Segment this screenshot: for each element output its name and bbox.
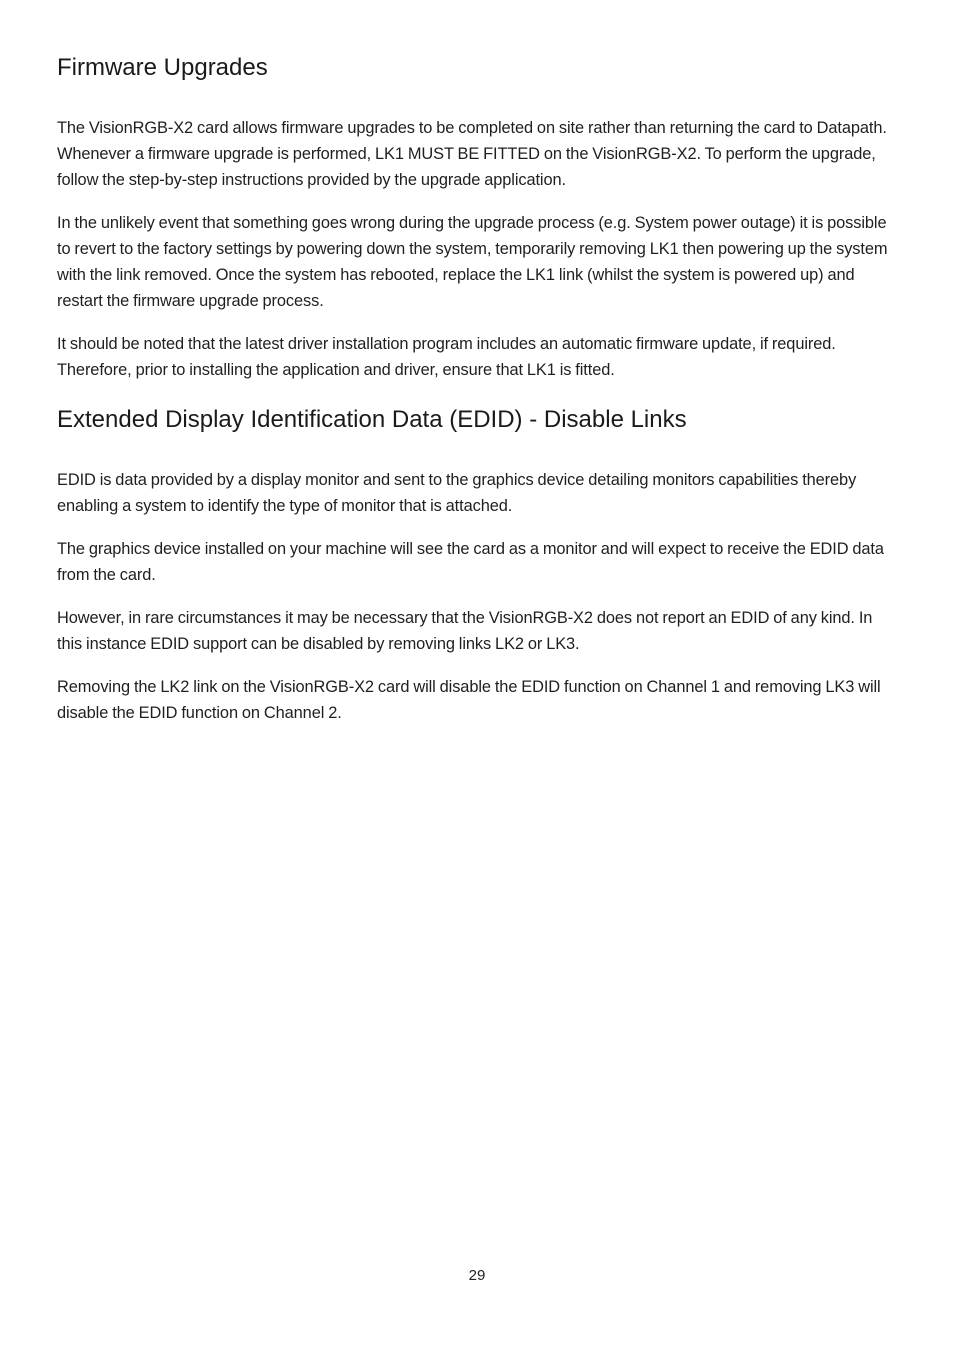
paragraph: The graphics device installed on your machine will see the card as a monitor and will expect to receive the EDID data from the card. xyxy=(57,540,884,584)
paragraph: It should be noted that the latest driver installation program includes an automatic firmware update, if required. Therefore, prior to installing the application and driver, ensure that LK1 is fitted. xyxy=(57,335,836,379)
paragraph: Removing the LK2 link on the VisionRGB-X2 card will disable the EDID function on Channel 1 and removing LK3 will disable the EDID function on Channel 2. xyxy=(57,678,881,722)
page-number: 29 xyxy=(468,1267,486,1284)
section-firmware-upgrades xyxy=(57,52,899,400)
paragraph: EDID is data provided by a display monitor and sent to the graphics device detailing monitors capabilities thereby enabling a system to identify the type of monitor that is attached. xyxy=(57,471,857,515)
section-heading-edid: Extended Display Identification Data (EDID) - Disable Links xyxy=(57,406,687,433)
section-heading-firmware-upgrades: Firmware Upgrades xyxy=(57,54,268,81)
section-edid-disable-links xyxy=(57,404,899,743)
paragraph: In the unlikely event that something goes wrong during the upgrade process (e.g. System power outage) it is possible to revert to the factory settings by powering down the system, temporarily removing LK1 then powering up the system with the link removed. Once the system has rebooted, replace the LK1 link (whilst the system is powered up) and restart the firmware upgrade process. xyxy=(57,214,888,310)
paragraph: However, in rare circumstances it may be necessary that the VisionRGB-X2 does not report an EDID of any kind. In this instance EDID support can be disabled by removing links LK2 or LK3. xyxy=(57,609,873,653)
paragraph: The VisionRGB-X2 card allows firmware upgrades to be completed on site rather than returning the card to Datapath. Whenever a firmware upgrade is performed, LK1 MUST BE FITTED on the VisionRGB-X2. To perform the upgrade, follow the step-by-step instructions provided by the upgrade application. xyxy=(57,119,887,189)
